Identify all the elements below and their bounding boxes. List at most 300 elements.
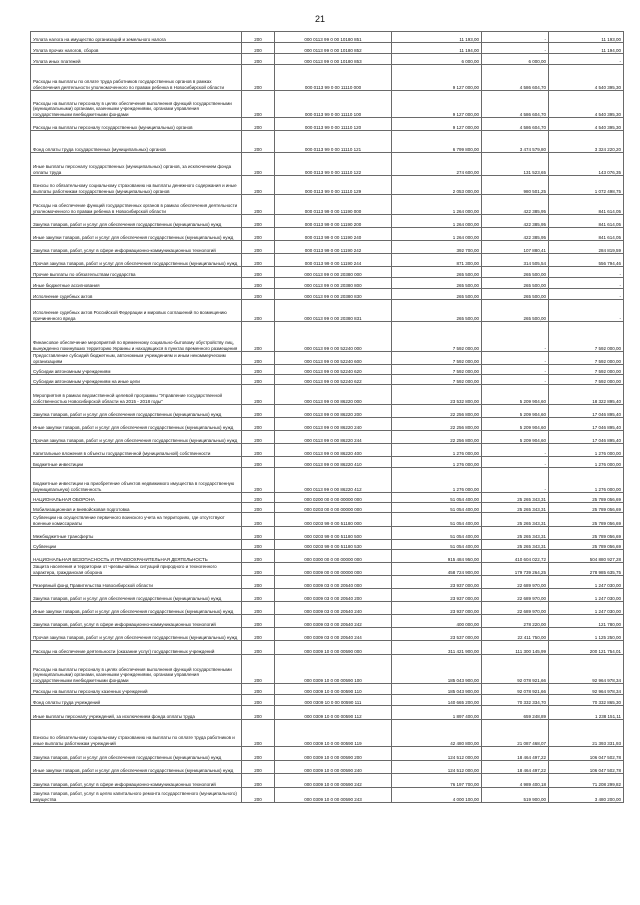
expense-name-cell: Защита населения и территории от чрезвычайных ситуаций природного и техногенного характера, гражданская оборона — [31, 563, 242, 576]
approved-assignments-cell: 124 512 000,00 — [392, 761, 482, 774]
budget-classification-code-cell: 000 0113 99 0 00 11110 129 — [275, 176, 392, 195]
budget-classification-code-cell: 000 0113 99 0 00 20380 000 — [275, 267, 392, 278]
budget-classification-code-cell: 000 0203 99 0 00 51180 530 — [275, 540, 392, 550]
line-code-cell: 200 — [242, 695, 275, 706]
table-row — [31, 405, 624, 418]
table-row — [31, 267, 624, 278]
executed-amount-cell: 5 209 904,60 — [482, 405, 549, 418]
unexecuted-amount-cell: 7 592 000,00 — [549, 375, 624, 385]
expense-name-cell: Расходы на выплаты персоналу казенных учреждений — [31, 684, 242, 695]
approved-assignments-cell: 1 264 000,00 — [392, 215, 482, 228]
unexecuted-amount-cell: 4 540 395,30 — [549, 91, 624, 118]
expense-name-cell: Мобилизационная и вневойсковая подготовка — [31, 503, 242, 513]
unexecuted-amount-cell: 3 480 200,00 — [549, 788, 624, 803]
unexecuted-amount-cell: 121 780,00 — [549, 615, 624, 628]
approved-assignments-cell: 265 500,00 — [392, 289, 482, 300]
expense-name-cell: Бюджетные инвестиции — [31, 457, 242, 468]
table-row — [31, 550, 624, 563]
table-row — [31, 457, 624, 468]
table-row — [31, 761, 624, 774]
expense-name-cell: Иные выплаты персоналу государственных (муниципальных) органов, за исключением фонда оплаты труда — [31, 153, 242, 176]
approved-assignments-cell: 51 054 400,00 — [392, 527, 482, 540]
expense-name-cell: Закупка товаров, работ, услуг в сфере информационно-коммуникационных технологий — [31, 615, 242, 628]
expense-name-cell: Исполнение судебных актов Российской Федерации и мировых соглашений по возмещению причиненного вреда — [31, 300, 242, 322]
executed-amount-cell: 25 265 343,31 — [482, 513, 549, 527]
unexecuted-amount-cell: 7 592 000,00 — [549, 352, 624, 365]
executed-amount-cell: 5 209 904,60 — [482, 385, 549, 405]
line-code-cell: 200 — [242, 774, 275, 788]
line-code-cell: 200 — [242, 788, 275, 803]
line-code-cell: 200 — [242, 576, 275, 589]
unexecuted-amount-cell: 1 247 030,00 — [549, 589, 624, 602]
approved-assignments-cell: 311 421 900,00 — [392, 641, 482, 655]
expense-name-cell: Субвенции — [31, 540, 242, 550]
executed-amount-cell: 25 265 343,31 — [482, 493, 549, 503]
line-code-cell: 200 — [242, 215, 275, 228]
budget-classification-code-cell: 000 0309 03 0 00 20540 242 — [275, 615, 392, 628]
table-row — [31, 468, 624, 493]
expense-name-cell: Иные бюджетные ассигнования — [31, 278, 242, 289]
unexecuted-amount-cell: 70 332 865,30 — [549, 695, 624, 706]
budget-classification-code-cell: 000 0113 99 0 00 86220 200 — [275, 405, 392, 418]
expense-name-cell: Межбюджетные трансферты — [31, 527, 242, 540]
executed-amount-cell: 18 464 497,22 — [482, 761, 549, 774]
executed-amount-cell: - — [482, 322, 549, 352]
executed-amount-cell: 4 586 604,70 — [482, 65, 549, 91]
unexecuted-amount-cell: 71 208 299,82 — [549, 774, 624, 788]
budget-classification-code-cell: 000 0113 99 0 00 11110 122 — [275, 153, 392, 176]
table-row — [31, 289, 624, 300]
approved-assignments-cell: 1 264 000,00 — [392, 195, 482, 215]
approved-assignments-cell: 458 724 900,00 — [392, 563, 482, 576]
table-row — [31, 655, 624, 684]
executed-amount-cell: - — [482, 365, 549, 375]
executed-amount-cell: 22 689 970,00 — [482, 576, 549, 589]
approved-assignments-cell: 76 197 700,00 — [392, 774, 482, 788]
expense-name-cell: Уплата прочих налогов, сборов — [31, 43, 242, 54]
executed-amount-cell: 25 265 343,31 — [482, 540, 549, 550]
budget-classification-code-cell: 000 0113 99 0 00 11110 100 — [275, 91, 392, 118]
budget-classification-code-cell: 000 0309 10 0 00 00590 240 — [275, 761, 392, 774]
budget-classification-code-cell: 000 0113 99 0 00 20380 800 — [275, 278, 392, 289]
approved-assignments-cell: 265 500,00 — [392, 267, 482, 278]
expense-name-cell: Расходы на обеспечение деятельности (оказание услуг) государственных учреждений — [31, 641, 242, 655]
table-row — [31, 503, 624, 513]
table-row — [31, 788, 624, 803]
unexecuted-amount-cell: 25 789 056,69 — [549, 513, 624, 527]
budget-classification-code-cell: 000 0113 99 0 00 86220 410 — [275, 457, 392, 468]
executed-amount-cell: 22 411 750,00 — [482, 628, 549, 641]
budget-classification-code-cell: 000 0309 03 0 00 20540 244 — [275, 628, 392, 641]
line-code-cell: 200 — [242, 628, 275, 641]
executed-amount-cell: - — [482, 43, 549, 54]
unexecuted-amount-cell: 1 072 498,75 — [549, 176, 624, 195]
unexecuted-amount-cell: 4 540 395,30 — [549, 118, 624, 131]
budget-classification-code-cell: 000 0113 99 0 00 86220 412 — [275, 468, 392, 493]
executed-amount-cell: 21 087 468,07 — [482, 720, 549, 747]
unexecuted-amount-cell: 17 046 895,40 — [549, 405, 624, 418]
table-row — [31, 527, 624, 540]
table-row — [31, 774, 624, 788]
unexecuted-amount-cell: - — [549, 289, 624, 300]
executed-amount-cell: 5 209 904,60 — [482, 431, 549, 444]
executed-amount-cell: 111 300 145,99 — [482, 641, 549, 655]
expense-name-cell: Закупка товаров, работ и услуг для обеспечения государственных (муниципальных) нужд — [31, 747, 242, 761]
expense-name-cell: Взносы по обязательному социальному страхованию на выплаты по оплате труда работников и иные выплаты работникам учреждений — [31, 720, 242, 747]
expense-name-cell: Фонд оплаты труда учреждений — [31, 695, 242, 706]
unexecuted-amount-cell: - — [549, 278, 624, 289]
unexecuted-amount-cell: 25 789 056,69 — [549, 540, 624, 550]
approved-assignments-cell: 871 300,00 — [392, 254, 482, 267]
expense-name-cell: НАЦИОНАЛЬНАЯ БЕЗОПАСНОСТЬ И ПРАВООХРАНИТЕЛЬНАЯ ДЕЯТЕЛЬНОСТЬ — [31, 550, 242, 563]
table-row — [31, 228, 624, 241]
budget-classification-code-cell: 000 0113 99 0 00 10180 853 — [275, 54, 392, 65]
budget-classification-code-cell: 000 0113 99 0 00 20380 831 — [275, 300, 392, 322]
table-row — [31, 300, 624, 322]
table-row — [31, 431, 624, 444]
approved-assignments-cell: 22 256 800,00 — [392, 431, 482, 444]
approved-assignments-cell: 23 532 800,00 — [392, 385, 482, 405]
table-row — [31, 493, 624, 503]
table-row — [31, 32, 624, 43]
budget-classification-code-cell: 000 0113 99 0 00 11190 242 — [275, 241, 392, 254]
budget-classification-code-cell: 000 0113 99 0 00 11190 000 — [275, 195, 392, 215]
approved-assignments-cell: 51 054 400,00 — [392, 513, 482, 527]
line-code-cell: 200 — [242, 267, 275, 278]
unexecuted-amount-cell: 3 324 220,20 — [549, 131, 624, 153]
expense-name-cell: Прочая закупка товаров, работ и услуг для обеспечения государственных (муниципальных) нужд — [31, 431, 242, 444]
executed-amount-cell: 422 385,95 — [482, 228, 549, 241]
budget-classification-code-cell: 000 0309 10 0 00 00590 100 — [275, 655, 392, 684]
approved-assignments-cell: 6 000,00 — [392, 54, 482, 65]
table-row — [31, 615, 624, 628]
line-code-cell: 200 — [242, 527, 275, 540]
line-code-cell: 200 — [242, 468, 275, 493]
line-code-cell: 200 — [242, 563, 275, 576]
unexecuted-amount-cell: 1 247 030,00 — [549, 576, 624, 589]
line-code-cell: 200 — [242, 43, 275, 54]
line-code-cell: 200 — [242, 228, 275, 241]
table-row — [31, 241, 624, 254]
table-row — [31, 65, 624, 91]
approved-assignments-cell: 9 127 000,00 — [392, 65, 482, 91]
unexecuted-amount-cell: 92 964 978,34 — [549, 655, 624, 684]
budget-classification-code-cell: 000 0309 03 0 00 20540 200 — [275, 589, 392, 602]
approved-assignments-cell: 265 500,00 — [392, 278, 482, 289]
unexecuted-amount-cell: 25 789 056,69 — [549, 493, 624, 503]
unexecuted-amount-cell: 17 046 895,40 — [549, 431, 624, 444]
approved-assignments-cell: 392 700,00 — [392, 241, 482, 254]
expense-name-cell: Закупка товаров, работ, услуг в целях капитального ремонта государственного (муниципального) имущества — [31, 788, 242, 803]
budget-classification-code-cell: 000 0113 99 0 00 11190 200 — [275, 215, 392, 228]
line-code-cell: 200 — [242, 602, 275, 615]
executed-amount-cell: 265 500,00 — [482, 278, 549, 289]
line-code-cell: 200 — [242, 684, 275, 695]
budget-classification-code-cell: 000 0200 00 0 00 00000 000 — [275, 493, 392, 503]
unexecuted-amount-cell: 284 819,59 — [549, 241, 624, 254]
executed-amount-cell: 422 385,95 — [482, 215, 549, 228]
expense-name-cell: Закупка товаров, работ и услуг для обеспечения государственных (муниципальных) нужд — [31, 215, 242, 228]
unexecuted-amount-cell: 1 247 030,00 — [549, 602, 624, 615]
line-code-cell: 200 — [242, 322, 275, 352]
approved-assignments-cell: 1 264 000,00 — [392, 228, 482, 241]
expense-name-cell: Субсидии автономным учреждениям на иные цели — [31, 375, 242, 385]
approved-assignments-cell: 51 054 400,00 — [392, 493, 482, 503]
budget-classification-code-cell: 000 0113 99 0 00 86220 000 — [275, 385, 392, 405]
expense-name-cell: Расходы на выплаты по оплате труда работников государственных органов в рамках обеспечения деятельности уполномоченного по правам ребенка в Новосибирской области — [31, 65, 242, 91]
budget-classification-code-cell: 000 0309 00 0 00 00000 000 — [275, 563, 392, 576]
budget-classification-code-cell: 000 0309 10 0 00 00590 119 — [275, 720, 392, 747]
executed-amount-cell: 6 000,00 — [482, 54, 549, 65]
executed-amount-cell: - — [482, 32, 549, 43]
table-row — [31, 131, 624, 153]
executed-amount-cell: 422 385,95 — [482, 195, 549, 215]
line-code-cell: 200 — [242, 54, 275, 65]
expense-name-cell: Иные закупки товаров, работ и услуг для обеспечения государственных (муниципальных) нужд — [31, 761, 242, 774]
unexecuted-amount-cell: 556 794,46 — [549, 254, 624, 267]
expense-name-cell: Прочие выплаты по обязательствам государства — [31, 267, 242, 278]
line-code-cell: 200 — [242, 241, 275, 254]
expense-name-cell: Закупка товаров, работ и услуг для обеспечения государственных (муниципальных) нужд — [31, 589, 242, 602]
expense-name-cell: Уплата иных платежей — [31, 54, 242, 65]
approved-assignments-cell: 23 937 000,00 — [392, 602, 482, 615]
budget-classification-code-cell: 000 0113 99 0 00 86220 240 — [275, 418, 392, 431]
approved-assignments-cell: 1 276 000,00 — [392, 444, 482, 457]
table-row — [31, 540, 624, 550]
line-code-cell: 200 — [242, 747, 275, 761]
expense-name-cell: Расходы на обеспечение функций государственных органов в рамках обеспечения деятельности уполномоченного по правам ребенка в Новосибирской области — [31, 195, 242, 215]
budget-classification-code-cell: 000 0113 99 0 00 86220 244 — [275, 431, 392, 444]
table-row — [31, 628, 624, 641]
executed-amount-cell: 519 900,00 — [482, 788, 549, 803]
executed-amount-cell: 4 586 604,70 — [482, 91, 549, 118]
executed-amount-cell: - — [482, 444, 549, 457]
approved-assignments-cell: 1 897 400,00 — [392, 706, 482, 720]
executed-amount-cell: 265 500,00 — [482, 289, 549, 300]
line-code-cell: 200 — [242, 32, 275, 43]
table-row — [31, 215, 624, 228]
executed-amount-cell: 265 500,00 — [482, 300, 549, 322]
unexecuted-amount-cell: 841 614,05 — [549, 215, 624, 228]
unexecuted-amount-cell: - — [549, 54, 624, 65]
page-number: 21 — [314, 14, 325, 24]
executed-amount-cell: 4 989 400,18 — [482, 774, 549, 788]
line-code-cell: 200 — [242, 91, 275, 118]
expense-name-cell: Бюджетные инвестиции на приобретение объектов недвижимого имущества в государственную (муниципальную) собственность — [31, 468, 242, 493]
budget-classification-code-cell: 000 0113 99 0 00 11190 244 — [275, 254, 392, 267]
expense-name-cell: Уплата налога на имущество организаций и земельного налога — [31, 32, 242, 43]
budget-classification-code-cell: 000 0309 10 0 00 00590 111 — [275, 695, 392, 706]
table-row — [31, 589, 624, 602]
line-code-cell: 200 — [242, 615, 275, 628]
table-row — [31, 747, 624, 761]
unexecuted-amount-cell: 21 393 331,93 — [549, 720, 624, 747]
table-row — [31, 641, 624, 655]
expense-name-cell: Расходы на выплаты персоналу в целях обеспечения выполнения функций государственными (муниципальными) органами, казенными учреждениями, органами управления государственными внебюджетными фондами — [31, 91, 242, 118]
approved-assignments-cell: 7 592 000,00 — [392, 352, 482, 365]
budget-classification-code-cell: 000 0309 10 0 00 00590 112 — [275, 706, 392, 720]
executed-amount-cell: 278 220,00 — [482, 615, 549, 628]
unexecuted-amount-cell: - — [549, 300, 624, 322]
executed-amount-cell: - — [482, 352, 549, 365]
line-code-cell: 200 — [242, 431, 275, 444]
line-code-cell: 200 — [242, 375, 275, 385]
line-code-cell: 200 — [242, 176, 275, 195]
table-row — [31, 176, 624, 195]
table-row — [31, 576, 624, 589]
executed-amount-cell: 92 078 921,66 — [482, 684, 549, 695]
table-row — [31, 695, 624, 706]
approved-assignments-cell: 915 484 950,00 — [392, 550, 482, 563]
line-code-cell: 200 — [242, 418, 275, 431]
budget-classification-code-cell: 000 0300 00 0 00 00000 000 — [275, 550, 392, 563]
unexecuted-amount-cell: 7 592 000,00 — [549, 365, 624, 375]
approved-assignments-cell: 1 276 000,00 — [392, 468, 482, 493]
approved-assignments-cell: 1 276 000,00 — [392, 457, 482, 468]
approved-assignments-cell: 22 256 800,00 — [392, 405, 482, 418]
executed-amount-cell: 18 464 497,22 — [482, 747, 549, 761]
unexecuted-amount-cell: 25 789 056,69 — [549, 527, 624, 540]
unexecuted-amount-cell: 278 985 635,75 — [549, 563, 624, 576]
line-code-cell: 200 — [242, 457, 275, 468]
line-code-cell: 200 — [242, 300, 275, 322]
line-code-cell: 200 — [242, 706, 275, 720]
line-code-cell: 200 — [242, 513, 275, 527]
line-code-cell: 200 — [242, 444, 275, 457]
expense-name-cell: Иные закупки товаров, работ и услуг для обеспечения государственных (муниципальных) нужд — [31, 418, 242, 431]
budget-classification-code-cell: 000 0309 10 0 00 00590 200 — [275, 747, 392, 761]
table-row — [31, 444, 624, 457]
table-row — [31, 322, 624, 352]
unexecuted-amount-cell: 1 276 000,00 — [549, 457, 624, 468]
budget-classification-code-cell: 000 0113 99 0 00 52240 622 — [275, 375, 392, 385]
executed-amount-cell: 22 689 970,00 — [482, 602, 549, 615]
expense-name-cell: Исполнение судебных актов — [31, 289, 242, 300]
expense-name-cell: Закупка товаров, работ, услуг в сфере информационно-коммуникационных технологий — [31, 774, 242, 788]
expense-name-cell: Предоставление субсидий бюджетным, автономным учреждениям и иным некоммерческим организациям — [31, 352, 242, 365]
line-code-cell: 200 — [242, 131, 275, 153]
budget-classification-code-cell: 000 0113 99 0 00 11110 120 — [275, 118, 392, 131]
executed-amount-cell: 22 689 970,00 — [482, 589, 549, 602]
budget-classification-code-cell: 000 0113 99 0 00 10180 851 — [275, 32, 392, 43]
line-code-cell: 200 — [242, 655, 275, 684]
expense-name-cell: Фонд оплаты труда государственных (муниципальных) органов — [31, 131, 242, 153]
line-code-cell: 200 — [242, 352, 275, 365]
executed-amount-cell: 70 332 334,70 — [482, 695, 549, 706]
unexecuted-amount-cell: 1 125 250,00 — [549, 628, 624, 641]
executed-amount-cell: 5 209 904,60 — [482, 418, 549, 431]
table-row — [31, 352, 624, 365]
table-row — [31, 563, 624, 576]
approved-assignments-cell: 22 256 800,00 — [392, 418, 482, 431]
budget-classification-code-cell: 000 0203 99 0 00 51180 000 — [275, 513, 392, 527]
unexecuted-amount-cell: 504 880 927,28 — [549, 550, 624, 563]
unexecuted-amount-cell: 841 614,05 — [549, 228, 624, 241]
approved-assignments-cell: 23 937 000,00 — [392, 589, 482, 602]
unexecuted-amount-cell: 106 047 502,78 — [549, 761, 624, 774]
table-row — [31, 375, 624, 385]
approved-assignments-cell: 7 592 000,00 — [392, 375, 482, 385]
line-code-cell: 200 — [242, 720, 275, 747]
approved-assignments-cell: 4 000 100,00 — [392, 788, 482, 803]
approved-assignments-cell: 2 053 000,00 — [392, 176, 482, 195]
expense-name-cell: Резервный фонд Правительства Новосибирской области — [31, 576, 242, 589]
unexecuted-amount-cell: 4 540 395,30 — [549, 65, 624, 91]
budget-classification-code-cell: 000 0113 99 0 00 20380 830 — [275, 289, 392, 300]
expense-name-cell: Мероприятия в рамках ведомственной целевой программы "Управление государственной собственностью Новосибирской области на 2015 - 2018 годы" — [31, 385, 242, 405]
executed-amount-cell: 4 586 604,70 — [482, 118, 549, 131]
executed-amount-cell: 980 501,25 — [482, 176, 549, 195]
approved-assignments-cell: 23 537 000,00 — [392, 628, 482, 641]
approved-assignments-cell: 11 193,00 — [392, 32, 482, 43]
line-code-cell: 200 — [242, 195, 275, 215]
expense-name-cell: Прочая закупка товаров, работ и услуг для обеспечения государственных (муниципальных) нужд — [31, 628, 242, 641]
line-code-cell: 200 — [242, 254, 275, 267]
budget-classification-code-cell: 000 0309 03 0 00 20540 240 — [275, 602, 392, 615]
budget-classification-code-cell: 000 0113 99 0 00 86220 400 — [275, 444, 392, 457]
expense-name-cell: Капитальные вложения в объекты государственной (муниципальной) собственности — [31, 444, 242, 457]
budget-classification-code-cell: 000 0309 10 0 00 00590 000 — [275, 641, 392, 655]
table-row — [31, 720, 624, 747]
budget-execution-table — [30, 31, 624, 803]
line-code-cell: 200 — [242, 153, 275, 176]
line-code-cell: 200 — [242, 365, 275, 375]
approved-assignments-cell: 400 000,00 — [392, 615, 482, 628]
unexecuted-amount-cell: 11 193,00 — [549, 32, 624, 43]
expense-name-cell: Иные закупки товаров, работ и услуг для обеспечения государственных (муниципальных) нужд — [31, 602, 242, 615]
line-code-cell: 200 — [242, 118, 275, 131]
expense-name-cell: Расходы на выплаты персоналу государственных (муниципальных) органов — [31, 118, 242, 131]
budget-classification-code-cell: 000 0113 99 0 00 52240 620 — [275, 365, 392, 375]
approved-assignments-cell: 51 054 400,00 — [392, 540, 482, 550]
line-code-cell: 200 — [242, 550, 275, 563]
line-code-cell: 200 — [242, 641, 275, 655]
expense-name-cell: Закупка товаров, работ и услуг для обеспечения государственных (муниципальных) нужд — [31, 405, 242, 418]
executed-amount-cell: 410 604 022,72 — [482, 550, 549, 563]
budget-classification-code-cell: 000 0113 99 0 00 52240 600 — [275, 352, 392, 365]
line-code-cell: 200 — [242, 405, 275, 418]
line-code-cell: 200 — [242, 589, 275, 602]
executed-amount-cell: - — [482, 375, 549, 385]
approved-assignments-cell: 274 600,00 — [392, 153, 482, 176]
approved-assignments-cell: 185 043 900,00 — [392, 684, 482, 695]
expense-name-cell: Финансовое обеспечение мероприятий по временному социально-бытовому обустройству лиц, вынужденно покинувших территорию Украины и находящихся в пунктах временного размещения — [31, 322, 242, 352]
table-row — [31, 153, 624, 176]
budget-classification-code-cell: 000 0113 99 0 00 10180 852 — [275, 43, 392, 54]
table-row — [31, 195, 624, 215]
line-code-cell: 200 — [242, 493, 275, 503]
executed-amount-cell: 25 265 343,31 — [482, 503, 549, 513]
unexecuted-amount-cell: 143 076,35 — [549, 153, 624, 176]
approved-assignments-cell: 11 194,00 — [392, 43, 482, 54]
line-code-cell: 200 — [242, 289, 275, 300]
expense-name-cell: Иные выплаты персоналу учреждений, за исключением фонда оплаты труда — [31, 706, 242, 720]
line-code-cell: 200 — [242, 385, 275, 405]
approved-assignments-cell: 51 054 400,00 — [392, 503, 482, 513]
approved-assignments-cell: 124 512 000,00 — [392, 747, 482, 761]
unexecuted-amount-cell: 92 964 978,34 — [549, 684, 624, 695]
expense-name-cell: Иные закупки товаров, работ и услуг для обеспечения государственных (муниципальных) нужд — [31, 228, 242, 241]
executed-amount-cell: - — [482, 457, 549, 468]
table-row — [31, 418, 624, 431]
table-row — [31, 254, 624, 267]
executed-amount-cell: 131 523,65 — [482, 153, 549, 176]
table-row — [31, 54, 624, 65]
approved-assignments-cell: 6 799 800,00 — [392, 131, 482, 153]
table-row — [31, 602, 624, 615]
budget-classification-code-cell: 000 0309 10 0 00 00590 243 — [275, 788, 392, 803]
executed-amount-cell: - — [482, 468, 549, 493]
